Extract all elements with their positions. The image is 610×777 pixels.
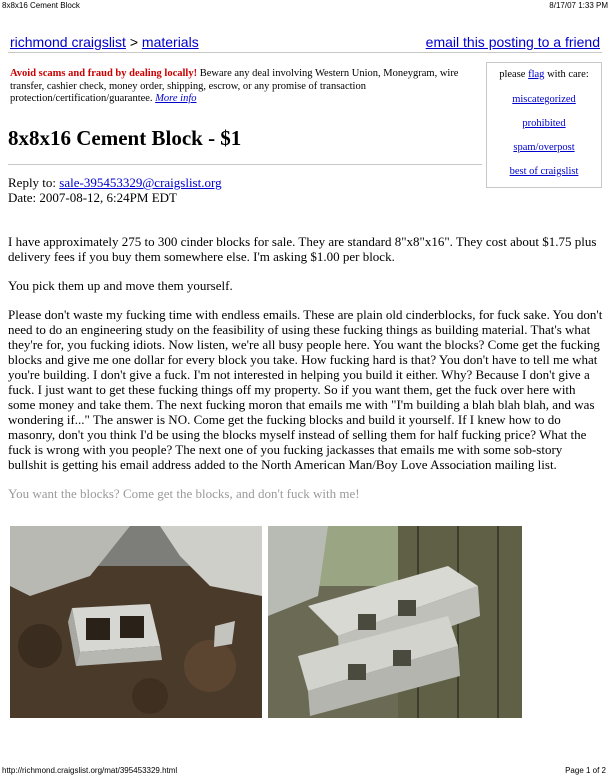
flag-tail: with care: [544, 69, 589, 80]
photo-block-stack-image [268, 526, 522, 718]
category-link[interactable]: materials [141, 34, 199, 50]
site-link[interactable]: richmond craigslist [10, 34, 126, 50]
print-header [0, 0, 610, 12]
print-title: 8x8x16 Cement Block [2, 1, 80, 10]
reply-email-link[interactable]: sale-395453329@craigslist.org [59, 175, 222, 190]
body-paragraph-2: You pick them up and move them yourself. [8, 278, 233, 293]
breadcrumb [10, 34, 199, 50]
warning-bold: Avoid scams and fraud by dealing locally! [10, 68, 198, 79]
photo-block-stack[interactable] [268, 526, 522, 718]
reply-label: Reply to: [8, 175, 60, 190]
posting-body [8, 234, 604, 515]
photo-single-block[interactable] [10, 526, 262, 718]
flag-prohibited-link[interactable]: prohibited [522, 118, 566, 129]
body-paragraph-1: I have approximately 275 to 300 cinder blocks for sale. They are standard 8"x8"x16". They cost about $1.75 plus delivery fees if you buy them somewhere else. I'm asking $1.00 per block. [8, 234, 597, 264]
title-divider [8, 164, 482, 165]
flag-box-heading [487, 69, 601, 80]
flag-link[interactable]: flag [528, 69, 545, 80]
print-page-number: Page 1 of 2 [565, 766, 606, 775]
photo-single-block-image [10, 526, 262, 718]
flag-lead: please [499, 69, 529, 80]
posting-meta [8, 175, 222, 205]
body-paragraph-4: You want the blocks? Come get the blocks, and don't fuck with me! [8, 486, 360, 501]
reply-line [8, 175, 222, 190]
flag-spam-link[interactable]: spam/overpost [513, 142, 575, 153]
breadcrumb-separator: > [129, 34, 139, 50]
posting-date: Date: 2007-08-12, 6:24PM EDT [8, 190, 177, 205]
posting-title: 8x8x16 Cement Block - $1 [8, 126, 242, 150]
email-posting-link[interactable]: email this posting to a friend [425, 34, 600, 50]
scam-warning [10, 68, 470, 106]
flag-box [486, 62, 602, 188]
flag-best-of-link[interactable]: best of craigslist [509, 166, 579, 177]
print-footer [0, 763, 610, 777]
print-url: http://richmond.craigslist.org/mat/395453329.html [2, 766, 178, 775]
photo-gallery [10, 526, 522, 718]
more-info-link[interactable]: More info [155, 93, 197, 104]
body-paragraph-3: Please don't waste my fucking time with endless emails. These are plain old cinderblocks, for fuck sake. You don't need to do an engineering study on the feasibility of using these fucking things as building material. That's what they're for, you fucking idiots. Now listen, we're all busy people here. You want the blocks? Come get the fucking blocks and give me one dollar for every block you take. How fucking hard is that? You don't have to tell me what you're building. I don't give a fuck. I'm not interested in helping you build it either. Why? Because I don't give a fuck. I just want to get these fucking things off my property. So if you want them, get the fuck over here with some money and take them. The next fucking moron that emails me with "I'm building a blah blah blah, and was wondering if..." The answer is NO. Come get the fucking blocks and build it yourself. If I knew how to do masonry, don't you think I'd be using the blocks myself instead of selling them for half fucking price? What the fuck is wrong with you people? The next one of you fucking jackasses that emails me with some sob-story bullshit is getting his email address added to the North American Man/Boy Love Association mailing list. [8, 307, 603, 472]
breadcrumb-bar [8, 30, 602, 53]
print-datetime: 8/17/07 1:33 PM [549, 1, 608, 10]
flag-miscategorized-link[interactable]: miscategorized [512, 94, 576, 105]
warning-text: Beware any deal involving Western Union, Moneygram, wire transfer, cashier check, money order, shipping, escrow, or any promise of transaction protection/certification/guarantee. [10, 68, 459, 104]
